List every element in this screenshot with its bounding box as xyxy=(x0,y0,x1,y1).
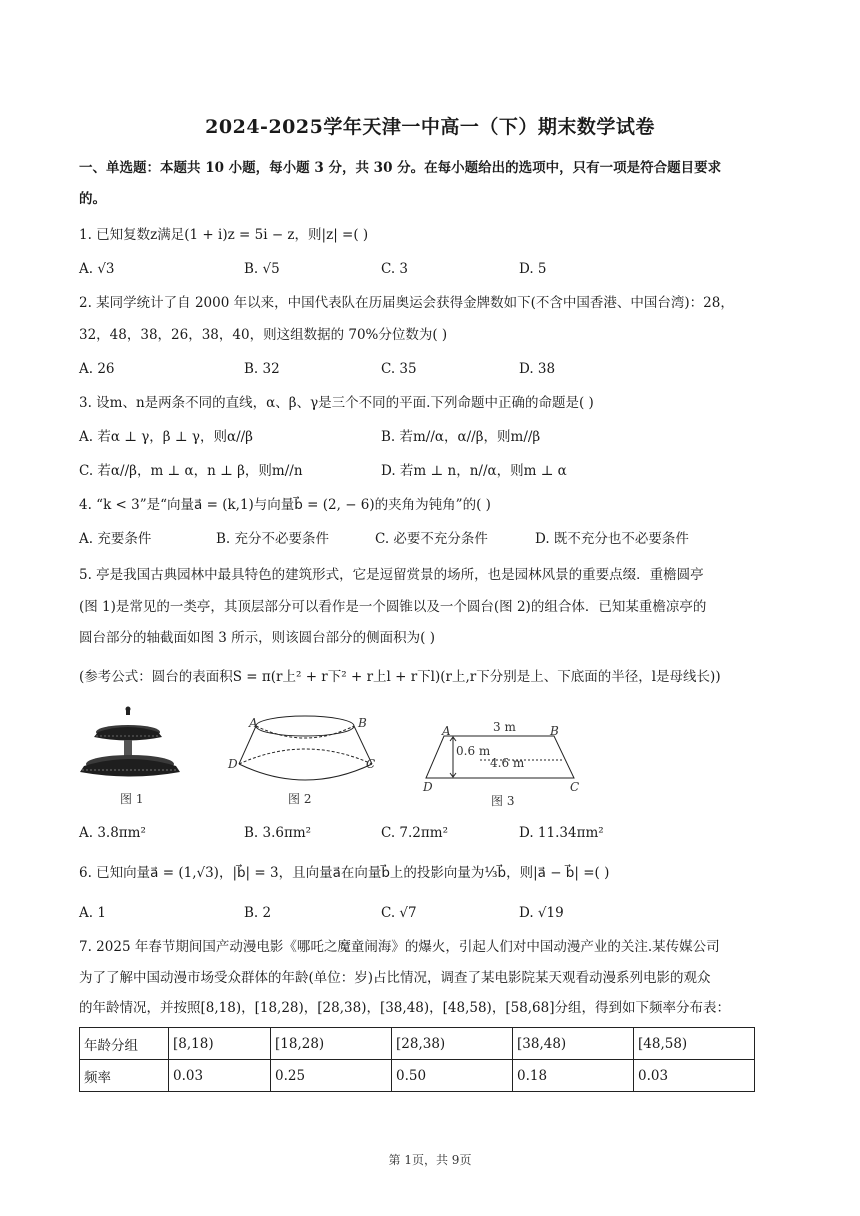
q4-option-c: C. 必要不充分条件 xyxy=(375,531,488,547)
q3-option-b: B. 若m//α，α//β，则m//β xyxy=(381,429,541,445)
fig2-label-c: C xyxy=(366,757,376,771)
table-cell: 0.03 xyxy=(634,1060,755,1092)
q3-option-d: D. 若m ⊥ n，n//α，则m ⊥ α xyxy=(381,463,567,479)
q6-option-c: C. √7 xyxy=(381,905,417,921)
q3-option-a: A. 若α ⊥ γ，β ⊥ γ，则α//β xyxy=(79,429,253,445)
figure-2-caption: 图 2 xyxy=(288,792,312,806)
q6-stem: 6. 已知向量a⃗ = (1,√3)，|b⃗| = 3，且向量a⃗在向量b⃗上的投影向量为⅓b⃗，则|a⃗ − b⃗| =( ) xyxy=(79,865,610,881)
page-title: 2024-2025学年天津一中高一（下）期末数学试卷 xyxy=(205,116,655,138)
fig3-label-d: D xyxy=(423,780,433,794)
fig3-bottom-length: 4.6 m xyxy=(490,756,525,770)
q3-option-c: C. 若α//β，m ⊥ α，n ⊥ β，则m//n xyxy=(79,463,303,479)
table-cell: [18,28) xyxy=(271,1028,392,1060)
q4-stem: 4. “k < 3”是“向量a⃗ = (k,1)与向量b⃗ = (2, − 6)的夹角为钝角”的( ) xyxy=(79,497,491,513)
fig2-label-d: D xyxy=(228,757,238,771)
table-row xyxy=(80,1028,755,1060)
fig3-label-a: A xyxy=(442,724,451,738)
table-row xyxy=(80,1060,755,1092)
q1-option-c: C. 3 xyxy=(381,261,409,277)
table-cell: 0.25 xyxy=(271,1060,392,1092)
table-cell: [28,38) xyxy=(392,1028,513,1060)
section-heading-cont: 的。 xyxy=(79,191,106,207)
frequency-table xyxy=(79,1027,755,1092)
table-cell: 年龄分组 xyxy=(80,1028,169,1060)
q1-option-d: D. 5 xyxy=(519,261,547,277)
fig3-top-length: 3 m xyxy=(493,720,516,734)
q1-option-a: A. √3 xyxy=(79,261,115,277)
section-heading: 一、单选题：本题共 10 小题，每小题 3 分，共 30 分。在每小题给出的选项中，只有一项是符合题目要求 xyxy=(79,160,722,176)
table-cell: 0.50 xyxy=(392,1060,513,1092)
q5-formula: (参考公式：圆台的表面积S = π(r上² + r下² + r上l + r下l)(r上,r下分别是上、下底面的半径，l是母线长)) xyxy=(79,669,721,685)
q5-stem-cont1: (图 1)是常见的一类亭，其顶层部分可以看作是一个圆锥以及一个圆台(图 2)的组合体．已知某重檐凉亭的 xyxy=(79,599,707,615)
table-cell: [38,48) xyxy=(513,1028,634,1060)
fig2-label-a: A xyxy=(249,716,258,730)
q5-option-a: A. 3.8πm² xyxy=(79,825,146,841)
q6-option-a: A. 1 xyxy=(79,905,106,921)
q2-stem: 2. 某同学统计了自 2000 年以来，中国代表队在历届奥运会获得金牌数如下(不含中国香港、中国台湾)：28， xyxy=(79,295,734,311)
figure-1-caption: 图 1 xyxy=(120,792,144,806)
table-cell: 0.18 xyxy=(513,1060,634,1092)
pavilion-photo-figure xyxy=(76,706,186,786)
q2-option-b: B. 32 xyxy=(244,361,280,377)
fig2-label-b: B xyxy=(358,716,367,730)
q6-option-d: D. √19 xyxy=(519,905,564,921)
q7-stem-cont2: 的年龄情况，并按照[8,18)，[18,28)，[28,38)，[38,48)，[48,58)，[58,68]分组，得到如下频率分布表： xyxy=(79,1000,730,1016)
table-cell: 频率 xyxy=(80,1060,169,1092)
q4-option-a: A. 充要条件 xyxy=(79,531,152,547)
q7-stem-cont1: 为了了解中国动漫市场受众群体的年龄(单位：岁)占比情况，调查了某电影院某天观看动漫系列电影的观众 xyxy=(79,970,711,986)
table-cell: [8,18) xyxy=(169,1028,271,1060)
q1-stem: 1. 已知复数z满足(1 + i)z = 5i − z，则|z| =( ) xyxy=(79,227,369,243)
q5-stem-cont2: 圆台部分的轴截面如图 3 所示，则该圆台部分的侧面积为( ) xyxy=(79,630,435,646)
page-footer: 第 1页，共 9页 xyxy=(388,1153,472,1167)
q4-option-d: D. 既不充分也不必要条件 xyxy=(535,531,689,547)
table-cell: 0.03 xyxy=(169,1060,271,1092)
q7-stem: 7. 2025 年春节期间国产动漫电影《哪吒之魔童闹海》的爆火，引起人们对中国动漫产业的关注.某传媒公司 xyxy=(79,939,720,955)
q5-figures xyxy=(76,706,636,814)
fig3-label-c: C xyxy=(570,780,580,794)
q1-option-b: B. √5 xyxy=(244,261,280,277)
q5-option-d: D. 11.34πm² xyxy=(519,825,604,841)
q6-option-b: B. 2 xyxy=(244,905,272,921)
q2-option-d: D. 38 xyxy=(519,361,556,377)
q5-stem: 5. 亭是我国古典园林中最具特色的建筑形式，它是逗留赏景的场所，也是园林风景的重要点缀．重檐圆亭 xyxy=(79,567,704,583)
q5-option-c: C. 7.2πm² xyxy=(381,825,448,841)
q2-option-c: C. 35 xyxy=(381,361,417,377)
fig3-label-b: B xyxy=(550,724,559,738)
q3-stem: 3. 设m、n是两条不同的直线，α、β、γ是三个不同的平面.下列命题中正确的命题是( ) xyxy=(79,395,594,411)
table-cell: [48,58) xyxy=(634,1028,755,1060)
q4-option-b: B. 充分不必要条件 xyxy=(216,531,330,547)
q2-stem-cont: 32，48，38，26，38，40，则这组数据的 70%分位数为( ) xyxy=(79,327,448,343)
q5-option-b: B. 3.6πm² xyxy=(244,825,312,841)
fig3-height: 0.6 m xyxy=(456,744,491,758)
q2-option-a: A. 26 xyxy=(79,361,115,377)
figure-3-caption: 图 3 xyxy=(491,794,515,808)
